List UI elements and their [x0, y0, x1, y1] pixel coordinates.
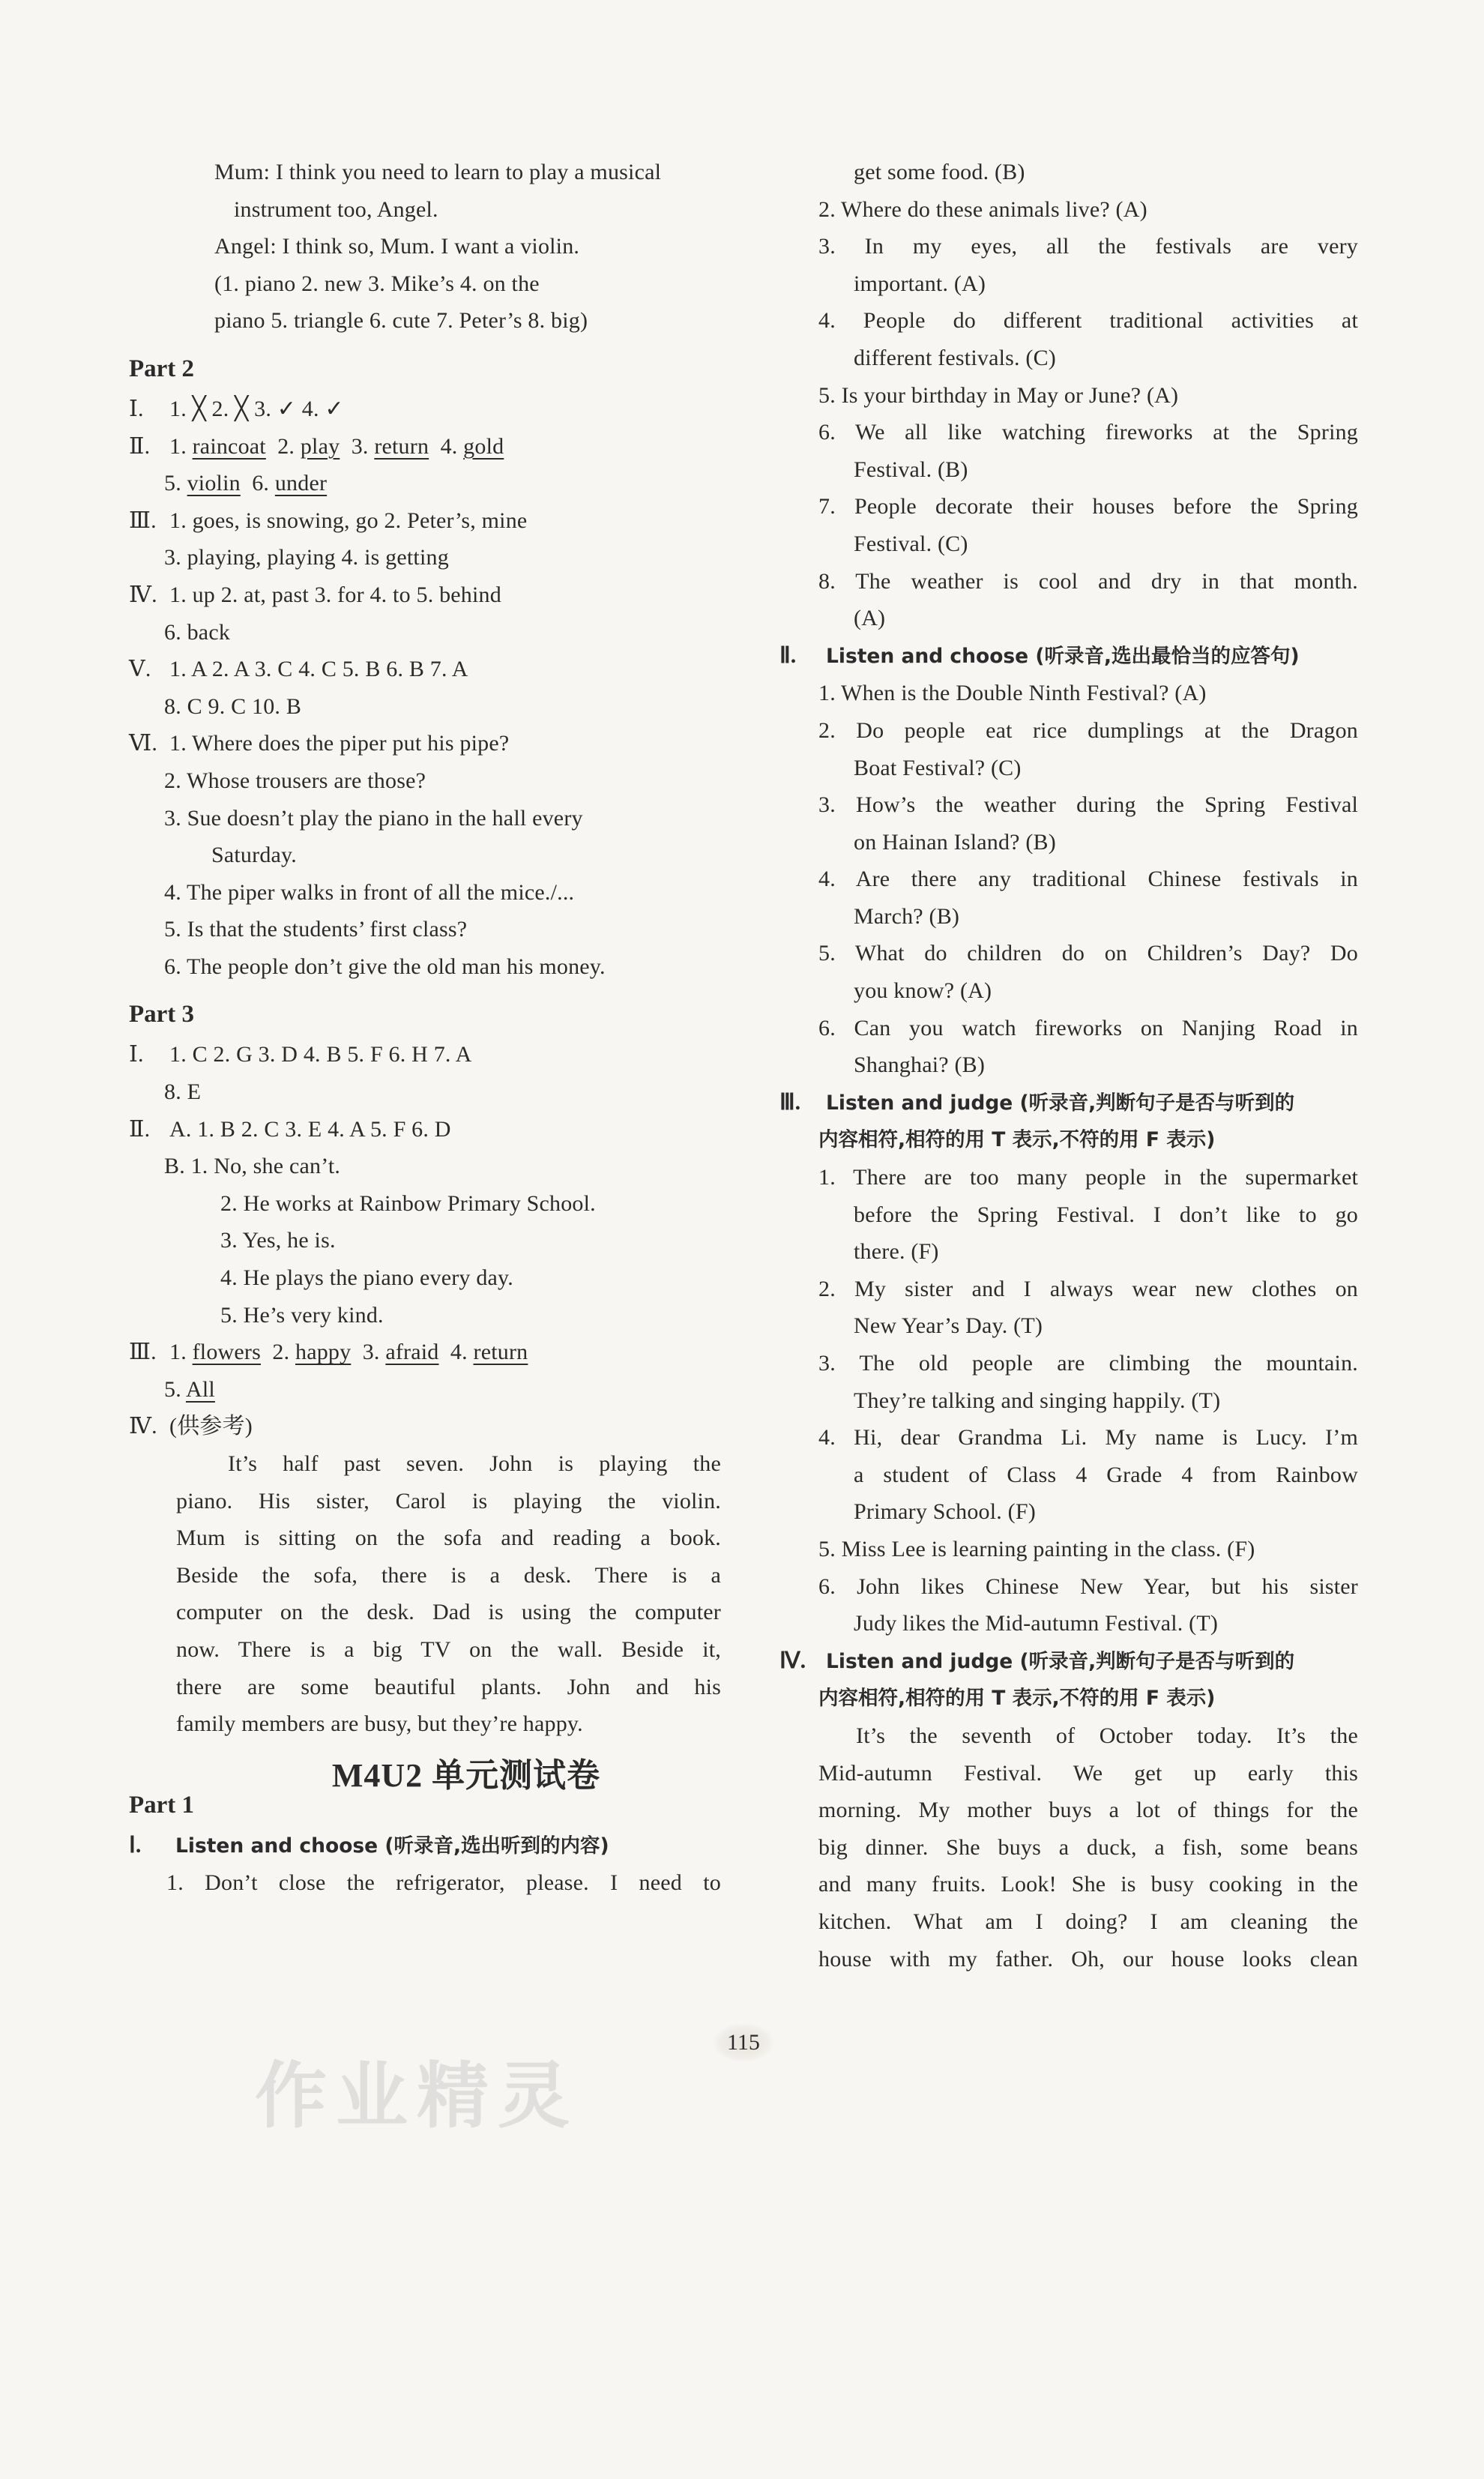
essay-line: Mum is sitting on the sofa and reading a book.	[176, 1525, 721, 1551]
section-number: Ⅳ.	[129, 1414, 157, 1439]
answer-line: 6. John likes Chinese New Year, but his sister	[818, 1573, 1358, 1599]
p2-s6	[129, 725, 721, 762]
p2-s4-line2: 6. back	[164, 619, 231, 645]
part1-s3-items	[818, 1159, 1358, 1642]
p3-s2	[129, 1111, 721, 1148]
section-number: Ⅱ.	[779, 642, 797, 668]
section-number: Ⅲ.	[129, 1340, 157, 1365]
answers: 1. goes, is snowing, go 2. Peter’s, mine	[169, 507, 528, 533]
section-number: Ⅴ.	[129, 657, 151, 682]
answer-sentence: Saturday.	[211, 843, 297, 868]
answer-line: Shanghai? (B)	[854, 1052, 986, 1078]
answer-line: Festival. (C)	[854, 531, 968, 556]
answer-line: 4. Are there any traditional Chinese festivals in	[818, 867, 1358, 892]
answers: 1. up 2. at, past 3. for 4. to 5. behind	[169, 582, 501, 607]
answer-line: important. (A)	[854, 271, 986, 296]
answers: 1. A 2. A 3. C 4. C 5. B 6. B 7. A	[169, 657, 468, 682]
p3-s4	[129, 1408, 721, 1445]
intro-line: Mum: I think you need to learn to play a musical	[214, 160, 662, 184]
answer-line: 2. Where do these animals live? (A)	[818, 196, 1147, 222]
p3-s3-line2	[129, 1371, 721, 1409]
essay-line: there are some beautiful plants. John and his	[176, 1674, 721, 1699]
section-number: Ⅲ.	[129, 507, 157, 533]
answer-line: big dinner. She buys a duck, a fish, some beans	[818, 1834, 1358, 1860]
answer-line: Boat Festival? (C)	[854, 755, 1022, 780]
answer-line: They’re talking and singing happily. (T)	[854, 1388, 1221, 1413]
answer-line: Festival. (B)	[854, 457, 968, 482]
item-number: 6.	[252, 471, 270, 496]
answer-line: kitchen. What am I doing? I am cleaning the	[818, 1909, 1358, 1934]
essay-line: piano. His sister, Carol is playing the violin.	[176, 1488, 721, 1513]
answer-line: 5. Miss Lee is learning painting in the class. (F)	[818, 1536, 1255, 1561]
answer-sentence: 3. Sue doesn’t play the piano in the hall every	[164, 805, 583, 831]
item-number: 4.	[450, 1340, 468, 1365]
reference-note: (供参考)	[169, 1414, 253, 1439]
answer-line: New Year’s Day. (T)	[854, 1313, 1043, 1339]
answer-line: morning. My mother buys a lot of things for the	[818, 1798, 1358, 1823]
page-number: 115	[714, 2024, 773, 2061]
answer-word: violin	[187, 471, 241, 496]
p2-s4	[129, 576, 721, 614]
answer-line: Primary School. (F)	[854, 1499, 1036, 1525]
section-number: Ⅲ.	[779, 1089, 801, 1115]
answers: 1. ╳ 2. ╳ 3. ✓ 4. ✓	[169, 396, 344, 421]
answer-word: afraid	[385, 1340, 439, 1365]
answer-line: 2. My sister and I always wear new clothes on	[818, 1276, 1358, 1301]
section-number: Ⅰ.	[129, 396, 144, 421]
answer-line: before the Spring Festival. I don’t like to go	[854, 1202, 1358, 1227]
answer-line: 6. We all like watching fireworks at the Spring	[818, 420, 1358, 445]
answer-sentence: 4. He plays the piano every day.	[220, 1265, 513, 1291]
answer-word: raincoat	[192, 433, 266, 459]
answer-line: 1. There are too many people in the supermarket	[818, 1165, 1358, 1190]
answer-word: return	[473, 1340, 528, 1365]
answer-line: 3. In my eyes, all the festivals are very	[818, 234, 1358, 259]
s4-label-cont: 内容相符,相符的用 T 表示,不符的用 F 表示)	[818, 1687, 1216, 1711]
p2-s2-line2	[129, 465, 721, 502]
answer-line: (A)	[854, 606, 886, 631]
answer-line: there. (F)	[854, 1239, 939, 1265]
answer-line: 5. Is your birthday in May or June? (A)	[818, 382, 1179, 408]
answer-sentence: 4. The piper walks in front of all the mice./...	[164, 879, 575, 905]
answer-line: house with my father. Oh, our house looks clean	[818, 1946, 1358, 1972]
answer-line: get some food. (B)	[854, 160, 1025, 184]
s3-label	[779, 1084, 1358, 1122]
answer-sentence: 5. He’s very kind.	[220, 1302, 384, 1328]
answer-line: 7. People decorate their houses before the Spring	[818, 494, 1358, 519]
p2-s5	[129, 651, 721, 688]
unit-test-title: M4U2 单元测试卷	[331, 1756, 601, 1794]
essay-line: computer on the desk. Dad is using the computer	[176, 1600, 721, 1625]
part1-heading: Part 1	[129, 1791, 195, 1819]
answer-word: return	[374, 433, 429, 459]
answer-line: a student of Class 4 Grade 4 from Rainbow	[854, 1462, 1358, 1487]
section-number: Ⅱ.	[129, 1116, 151, 1142]
answer-word: gold	[463, 433, 504, 459]
p3-s1-line2: 8. E	[164, 1079, 202, 1105]
section-number: Ⅱ.	[129, 433, 151, 459]
item-number: 5.	[164, 471, 181, 496]
section-instruction: Listen and judge (听录音,判断句子是否与听到的	[826, 1649, 1295, 1673]
answer-line: 3. The old people are climbing the mountain.	[818, 1351, 1358, 1376]
answers: A. 1. B 2. C 3. E 4. A 5. F 6. D	[169, 1116, 451, 1142]
watermark: 作业精灵	[255, 2054, 579, 2138]
answer-sentence: 5. Is that the students’ first class?	[164, 917, 468, 942]
item-number: 3.	[362, 1340, 380, 1365]
answer-line: different festivals. (C)	[854, 345, 1056, 370]
section-number: Ⅰ.	[129, 1042, 144, 1067]
right-column	[779, 154, 1358, 1978]
essay-line: now. There is a big TV on the wall. Beside it,	[176, 1636, 721, 1662]
answer-word: flowers	[192, 1340, 261, 1365]
part1-s1-continued	[818, 154, 1358, 637]
answer-word: happy	[295, 1340, 352, 1365]
item-number: 1.	[169, 1340, 187, 1365]
s4-label	[779, 1642, 1358, 1681]
section-number: Ⅵ.	[129, 731, 158, 756]
item-number: 2.	[277, 433, 295, 459]
answer-line: 4. People do different traditional activities at	[818, 308, 1358, 334]
answer-line: It’s the seventh of October today. It’s the	[856, 1723, 1358, 1748]
answer-line: March? (B)	[854, 903, 960, 929]
section-number: Ⅰ.	[129, 1832, 142, 1858]
intro-line: piano 5. triangle 6. cute 7. Peter’s 8. big)	[214, 308, 588, 334]
intro-line: (1. piano 2. new 3. Mike’s 4. on the	[214, 271, 540, 296]
section-instruction: Listen and choose (听录音,选出最恰当的应答句)	[826, 644, 1300, 668]
item-number: 1.	[169, 433, 187, 459]
answer-line: Mid-autumn Festival. We get up early this	[818, 1760, 1358, 1786]
answer-word: under	[274, 471, 328, 496]
answer-word: All	[185, 1376, 215, 1402]
part1-s2-items	[818, 675, 1358, 1084]
item-number: 3.	[351, 433, 369, 459]
left-column	[129, 154, 721, 1902]
essay-line: Beside the sofa, there is a desk. There is a	[176, 1562, 721, 1588]
part3-heading: Part 3	[129, 1001, 195, 1028]
intro-line: Angel: I think so, Mum. I want a violin.	[214, 234, 580, 259]
item-number: 5.	[164, 1376, 181, 1402]
part2-heading: Part 2	[129, 355, 195, 382]
p3-s1	[129, 1036, 721, 1073]
item-number: 4.	[440, 433, 458, 459]
intro-line: instrument too, Angel.	[234, 196, 438, 222]
p2-s1	[129, 391, 721, 428]
p2-s3	[129, 502, 721, 540]
section-number: Ⅳ.	[779, 1648, 806, 1673]
script-line: 1. Don’t close the refrigerator, please. I need to	[166, 1870, 721, 1896]
p2-s2	[129, 428, 721, 466]
answer-sentence: 3. Yes, he is.	[220, 1228, 336, 1253]
answer-sentence: 2. Whose trousers are those?	[164, 768, 426, 793]
s2-label	[779, 637, 1358, 675]
section-number: Ⅳ.	[129, 582, 157, 607]
essay-line: family members are busy, but they’re happy.	[176, 1711, 583, 1737]
answer-sentence: 1. Where does the piper put his pipe?	[169, 731, 510, 756]
section-instruction: Listen and choose (听录音,选出听到的内容)	[175, 1834, 609, 1858]
answer-line: Judy likes the Mid-autumn Festival. (T)	[854, 1611, 1219, 1636]
answer-line: and many fruits. Look! She is busy cooking in the	[818, 1872, 1358, 1897]
p2-s5-line2: 8. C 9. C 10. B	[164, 693, 302, 719]
p3-s3	[129, 1334, 721, 1371]
answer-line: 3. How’s the weather during the Spring Festival	[818, 792, 1358, 818]
section-instruction: Listen and judge (听录音,判断句子是否与听到的	[826, 1091, 1295, 1115]
p1-s1-label	[129, 1827, 721, 1865]
p3-s2-b: B. 1. No, she can’t.	[164, 1154, 341, 1179]
answer-line: 6. Can you watch fireworks on Nanjing Road in	[818, 1015, 1358, 1040]
answers: 1. C 2. G 3. D 4. B 5. F 6. H 7. A	[169, 1042, 472, 1067]
p2-s3-line2: 3. playing, playing 4. is getting	[164, 545, 449, 570]
answer-line: 1. When is the Double Ninth Festival? (A)	[818, 681, 1207, 706]
answer-line: 8. The weather is cool and dry in that month.	[818, 568, 1358, 594]
essay-line: It’s half past seven. John is playing the	[228, 1451, 721, 1476]
item-number: 2.	[272, 1340, 290, 1365]
part1-s4-passage	[818, 1717, 1358, 1978]
answer-line: 4. Hi, dear Grandma Li. My name is Lucy. I’m	[818, 1425, 1358, 1451]
s3-label-cont: 内容相符,相符的用 T 表示,不符的用 F 表示)	[818, 1128, 1216, 1152]
answer-sentence: 2. He works at Rainbow Primary School.	[220, 1190, 596, 1216]
answer-sentence: 6. The people don’t give the old man his money.	[164, 954, 606, 979]
answer-word: play	[300, 433, 340, 459]
answer-line: on Hainan Island? (B)	[854, 829, 1056, 855]
answer-line: 2. Do people eat rice dumplings at the Dragon	[818, 717, 1358, 743]
answer-line: 5. What do children do on Children’s Day? Do	[818, 941, 1358, 966]
answer-line: you know? (A)	[854, 978, 992, 1004]
